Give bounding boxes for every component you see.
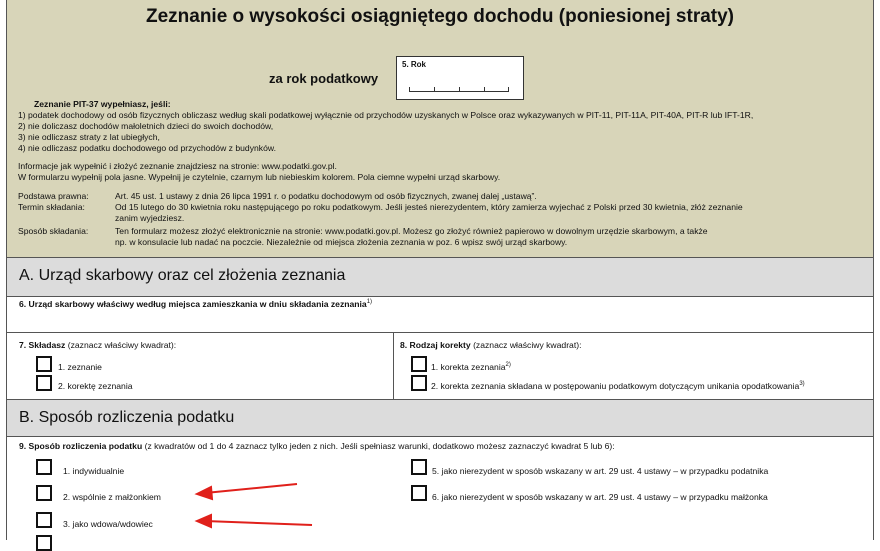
option-nierezydent-podatnik-label: 5. jako nierezydent w sposób wskazany w art. 29 ust. 4 ustawy – w przypadku podatnika <box>432 466 769 476</box>
option-korekta-label: 2. korektę zeznania <box>58 381 133 391</box>
checkbox-wdowa[interactable] <box>36 512 52 528</box>
checkbox-zeznanie[interactable] <box>36 356 52 372</box>
section-b-title: B. Sposób rozliczenia podatku <box>19 409 235 426</box>
field-8-label-text: 8. Rodzaj korekty <box>400 340 471 350</box>
section-a-title: A. Urząd skarbowy oraz cel złożenia zeznania <box>19 267 346 284</box>
deadline-row <box>18 202 743 213</box>
method-row <box>18 226 708 237</box>
tax-year-digit-ticks <box>409 83 509 92</box>
info-line-1: Informacje jak wypełnić i złożyć zeznanie znajdziesz na stronie: www.podatki.gov.pl. <box>18 161 337 171</box>
option-korekta-unikanie-footnote: 3) <box>799 381 805 388</box>
method-label: Sposób składania: <box>18 226 89 236</box>
field-8-hint: (zaznacz właściwy kwadrat): <box>470 340 582 350</box>
option-zeznanie-label: 1. zeznanie <box>58 362 102 372</box>
field-9-label-text: 9. Sposób rozliczenia podatku <box>19 441 143 451</box>
checkbox-indywidualnie[interactable] <box>36 459 52 475</box>
arrow-shaft-wspolnie <box>205 484 297 493</box>
checkbox-wspolnie[interactable] <box>36 485 52 501</box>
checkbox-korekta-zeznania[interactable] <box>411 356 427 372</box>
option-korekta-zeznania-footnote: 2) <box>505 362 511 369</box>
tax-year-field-label: 5. Rok <box>402 60 427 69</box>
field-7-hint: (zaznacz właściwy kwadrat): <box>65 340 177 350</box>
tax-year-label: za rok podatkowy <box>269 71 379 86</box>
divider <box>393 332 394 399</box>
method-text-cont: np. w konsulacie lub nadać na poczcie. Niezależnie od miejsca złożenia zeznania w poz. 6 wpisz swój urząd skarbowy. <box>115 237 568 247</box>
option-korekta-zeznania-label <box>431 362 511 372</box>
condition-4: 4) nie odliczasz podatku dochodowego od przychodów z budynków. <box>18 143 276 153</box>
deadline-text: Od 15 lutego do 30 kwietnia roku następującego po roku podatkowym. Jeśli jesteś nierezydentem, który zamierza wyjechać z Polski przed 30 kwietnia, złóż zeznanie <box>115 202 743 212</box>
field-7-label-text: 7. Składasz <box>19 340 66 350</box>
deadline-label: Termin składania: <box>18 202 85 212</box>
legal-basis-row <box>18 191 537 202</box>
checkbox-nierezydent-malzonek[interactable] <box>411 485 427 501</box>
option-wspolnie-label: 2. wspólnie z małżonkiem <box>63 492 161 502</box>
field-9-hint: (z kwadratów od 1 do 4 zaznacz tylko jeden z nich. Jeśli spełniasz warunki, dodatkowo możesz zaznaczyć kwadrat 5 lub 6): <box>142 441 615 451</box>
option-korekta-unikanie-label <box>431 381 805 391</box>
field-6-footnote: 1) <box>366 299 373 306</box>
option-korekta-unikanie-text: 2. korekta zeznania składana w postępowaniu podatkowym dotyczącym unikania opodatkowania <box>431 381 800 391</box>
arrow-shaft-wdowa <box>205 521 312 525</box>
form-title: Zeznanie o wysokości osiągniętego dochodu (poniesionej straty) <box>145 6 735 27</box>
form-header <box>7 0 873 257</box>
intro-heading: Zeznanie PIT-37 wypełniasz, jeśli: <box>34 99 171 109</box>
section-b-header <box>7 399 873 437</box>
divider <box>7 332 873 333</box>
field-6-label <box>19 299 372 309</box>
checkbox-korekta-unikanie[interactable] <box>411 375 427 391</box>
section-a-header <box>7 257 873 297</box>
field-9-label <box>19 441 615 451</box>
field-8-label <box>400 340 581 350</box>
checkbox-korekta[interactable] <box>36 375 52 391</box>
arrow-head-wdowa <box>197 515 211 527</box>
legal-basis-label: Podstawa prawna: <box>18 191 89 201</box>
arrow-head-wspolnie <box>197 487 212 499</box>
field-7-label <box>19 340 176 350</box>
deadline-text-cont: zanim wyjedziesz. <box>115 213 185 223</box>
field-6-label-text: 6. Urząd skarbowy właściwy według miejsca zamieszkania w dniu składania zeznania <box>19 299 367 309</box>
method-text: Ten formularz możesz złożyć elektronicznie na stronie: www.podatki.gov.pl. Możesz go złożyć również papierowo w dowolnym urzędzie skarbowym, a także <box>115 226 708 236</box>
condition-3: 3) nie odliczasz straty z lat ubiegłych, <box>18 132 160 142</box>
option-korekta-zeznania-text: 1. korekta zeznania <box>431 362 506 372</box>
info-line-2: W formularzu wypełnij pola jasne. Wypełnij je czytelnie, czarnym lub niebieskim kolorem. Pola ciemne wypełni urząd skarbowy. <box>18 172 501 182</box>
option-indywidualnie-label: 1. indywidualnie <box>63 466 125 476</box>
condition-2: 2) nie doliczasz dochodów małoletnich dzieci do swoich dochodów, <box>18 121 274 131</box>
pit37-form-page <box>6 0 874 540</box>
condition-1: 1) podatek dochodowy od osób fizycznych obliczasz według skali podatkowej wyłącznie od przychodów uzyskanych w Polsce oraz wykazywanych w PIT-11, PIT-11A, PIT-40A, PIT-R lub IFT-1R, <box>18 110 754 120</box>
checkbox-option-4[interactable] <box>36 535 52 551</box>
tax-office-input[interactable] <box>8 310 872 331</box>
tax-year-field[interactable] <box>396 56 524 100</box>
checkbox-nierezydent-podatnik[interactable] <box>411 459 427 475</box>
option-wdowa-label: 3. jako wdowa/wdowiec <box>63 519 153 529</box>
legal-basis-text: Art. 45 ust. 1 ustawy z dnia 26 lipca 1991 r. o podatku dochodowym od osób fizycznych, zwanej dalej „ustawą”. <box>115 191 537 201</box>
option-nierezydent-malzonek-label: 6. jako nierezydent w sposób wskazany w art. 29 ust. 4 ustawy – w przypadku małżonka <box>432 492 768 502</box>
